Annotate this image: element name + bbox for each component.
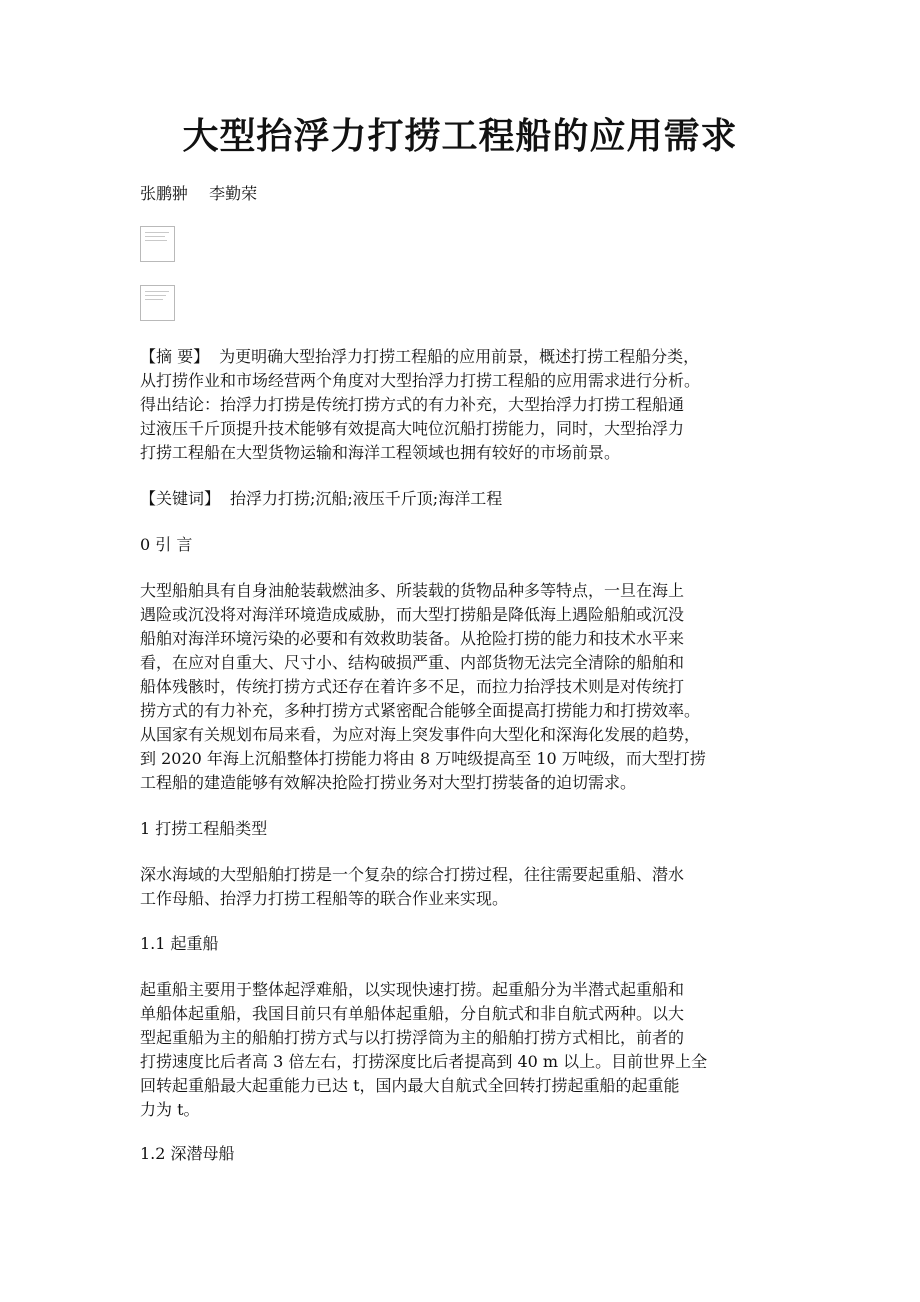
paragraph-line: 深水海域的大型船舶打捞是一个复杂的综合打捞过程，往往需要起重船、潜水 <box>140 865 685 884</box>
author-name: 李勤荣 <box>209 184 258 203</box>
section-heading-1-1: 1.1 起重船 <box>140 934 219 953</box>
abstract-label: 【摘 要】 <box>140 347 210 366</box>
paragraph-line: 遇险或沉没将对海洋环境造成威胁，而大型打捞船是降低海上遇险船舶或沉没 <box>140 605 685 624</box>
abstract-line-1 <box>140 345 800 369</box>
document-title: 大型抬浮力打捞工程船的应用需求 <box>182 115 738 157</box>
keywords-text: 抬浮力打捞;沉船;液压千斤顶;海洋工程 <box>230 489 503 508</box>
paragraph-line: 型起重船为主的船舶打捞方式与以打捞浮筒为主的船舶打捞方式相比，前者的 <box>140 1028 685 1047</box>
paragraph-line: 起重船主要用于整体起浮难船，以实现快速打捞。起重船分为半潜式起重船和 <box>140 980 685 999</box>
paragraph-line: 力为 t。 <box>140 1100 200 1119</box>
paragraph-line: 到 2020 年海上沉船整体打捞能力将由 8 万吨级提高至 10 万吨级，而大型打捞 <box>140 749 706 768</box>
paragraph-line: 工作母船、抬浮力打捞工程船等的联合作业来实现。 <box>140 889 509 908</box>
abstract-line: 打捞工程船在大型货物运输和海洋工程领域也拥有较好的市场前景。 <box>140 443 621 462</box>
paragraph-line: 船体残骸时，传统打捞方式还存在着许多不足，而拉力抬浮技术则是对传统打 <box>140 677 685 696</box>
abstract <box>140 345 800 465</box>
abstract-line: 得出结论：抬浮力打捞是传统打捞方式的有力补充，大型抬浮力打捞工程船通 <box>140 395 685 414</box>
section-heading-intro: 0 引 言 <box>140 535 193 554</box>
section-1-paragraph <box>140 863 800 911</box>
paragraph-line: 从国家有关规划布局来看，为应对海上突发事件向大型化和深海化发展的趋势， <box>140 725 701 744</box>
paragraph-line: 工程船的建造能够有效解决抢险打捞业务对大型打捞装备的迫切需求。 <box>140 773 637 792</box>
paragraph-line: 单船体起重船，我国目前只有单船体起重船，分自航式和非自航式两种。以大 <box>140 1004 685 1023</box>
paragraph-line: 捞方式的有力补充，多种打捞方式紧密配合能够全面提高打捞能力和打捞效率。 <box>140 701 701 720</box>
abstract-line: 从打捞作业和市场经营两个角度对大型抬浮力打捞工程船的应用需求进行分析。 <box>140 371 701 390</box>
abstract-line: 过液压千斤顶提升技术能够有效提高大吨位沉船打捞能力，同时，大型抬浮力 <box>140 419 685 438</box>
figure-thumbnail-2 <box>140 285 175 321</box>
section-heading-1: 1 打捞工程船类型 <box>140 819 268 838</box>
author-name: 张鹏翀 <box>140 184 189 203</box>
paragraph-line: 看，在应对自重大、尺寸小、结构破损严重、内部货物无法完全清除的船舶和 <box>140 653 685 672</box>
paragraph-line: 船舶对海洋环境污染的必要和有效救助装备。从抢险打捞的能力和技术水平来 <box>140 629 685 648</box>
paragraph-line: 打捞速度比后者高 3 倍左右，打捞深度比后者提高到 40 m 以上。目前世界上全 <box>140 1052 708 1071</box>
intro-paragraph <box>140 579 800 795</box>
section-heading-1-2: 1.2 深潜母船 <box>140 1144 235 1163</box>
keywords-label: 【关键词】 <box>140 489 221 508</box>
paragraph-line: 大型船舶具有自身油舱装载燃油多、所装载的货物品种多等特点，一旦在海上 <box>140 581 685 600</box>
section-1-1-paragraph <box>140 978 800 1122</box>
paragraph-line: 回转起重船最大起重能力已达 t，国内最大自航式全回转打捞起重船的起重能 <box>140 1076 680 1095</box>
keywords <box>140 487 800 511</box>
figure-thumbnail-1 <box>140 226 175 262</box>
author-line <box>140 182 257 206</box>
abstract-text: 为更明确大型抬浮力打捞工程船的应用前景，概述打捞工程船分类， <box>219 347 700 366</box>
